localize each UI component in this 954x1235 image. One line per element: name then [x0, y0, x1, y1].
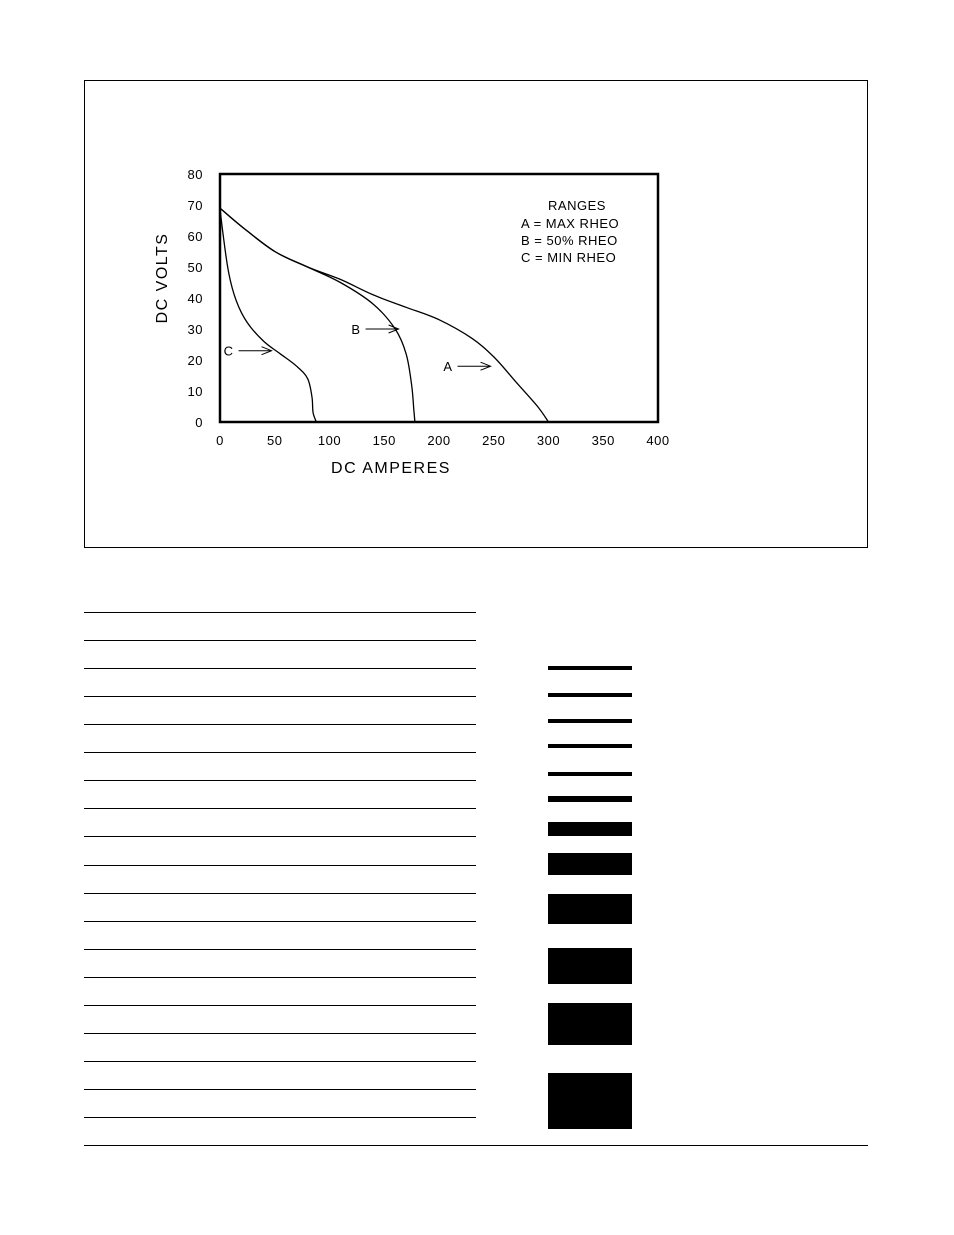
table-rule — [84, 808, 476, 809]
y-tick-label: 20 — [187, 353, 203, 368]
table-rule — [84, 752, 476, 753]
thickness-bar — [548, 948, 632, 984]
legend-title: RANGES — [548, 198, 606, 213]
annotation-label-a: A — [443, 359, 453, 375]
x-tick-label: 150 — [372, 433, 396, 448]
bottom-rule — [84, 1145, 868, 1146]
thickness-bar — [548, 719, 632, 723]
table-rule — [84, 780, 476, 781]
thickness-bar — [548, 796, 632, 802]
table-rule — [84, 836, 476, 837]
x-tick-label: 50 — [267, 433, 283, 448]
thickness-bar — [548, 853, 632, 875]
x-tick-label: 400 — [646, 433, 670, 448]
table-rule — [84, 1005, 476, 1006]
table-rule — [84, 668, 476, 669]
thickness-bar — [548, 666, 632, 670]
legend-entry: A = MAX RHEO — [521, 216, 620, 231]
table-rule — [84, 1089, 476, 1090]
table-rule — [84, 1061, 476, 1062]
table-rule — [84, 977, 476, 978]
x-tick-label: 250 — [482, 433, 506, 448]
annotation-label-c: C — [223, 343, 234, 359]
legend-entry: C = MIN RHEO — [521, 250, 617, 265]
annotation-label-b: B — [351, 322, 361, 337]
y-tick-label: 0 — [195, 415, 203, 430]
thickness-bar — [548, 894, 632, 924]
table-rule — [84, 612, 476, 613]
table-rule — [84, 921, 476, 922]
table-rule — [84, 1033, 476, 1034]
table-rule — [84, 893, 476, 894]
y-tick-label: 50 — [187, 260, 203, 275]
y-tick-label: 70 — [187, 198, 203, 213]
thickness-bar — [548, 744, 632, 748]
y-tick-label: 10 — [187, 384, 203, 399]
y-axis-label: DC VOLTS — [154, 232, 171, 324]
table-rule — [84, 1117, 476, 1118]
table-rule — [84, 724, 476, 725]
x-tick-label: 100 — [317, 433, 342, 448]
thickness-bar — [548, 1003, 632, 1045]
x-tick-label: 350 — [591, 433, 615, 448]
table-rule — [84, 640, 476, 641]
thickness-bar — [548, 822, 632, 836]
y-tick-label: 30 — [187, 322, 203, 337]
thickness-bar — [548, 693, 632, 697]
y-tick-label: 80 — [187, 167, 203, 182]
thickness-bar — [548, 1073, 632, 1129]
x-tick-label: 0 — [216, 433, 224, 448]
table-rule — [84, 865, 476, 866]
x-tick-label: 200 — [427, 433, 451, 448]
y-tick-label: 60 — [187, 229, 203, 244]
x-tick-label: 300 — [536, 433, 561, 448]
table-rule — [84, 696, 476, 697]
y-tick-label: 40 — [187, 291, 203, 306]
thickness-bar — [548, 772, 632, 776]
x-axis-label: DC AMPERES — [331, 460, 451, 477]
table-rule — [84, 949, 476, 950]
legend-entry: B = 50% RHEO — [521, 233, 618, 248]
